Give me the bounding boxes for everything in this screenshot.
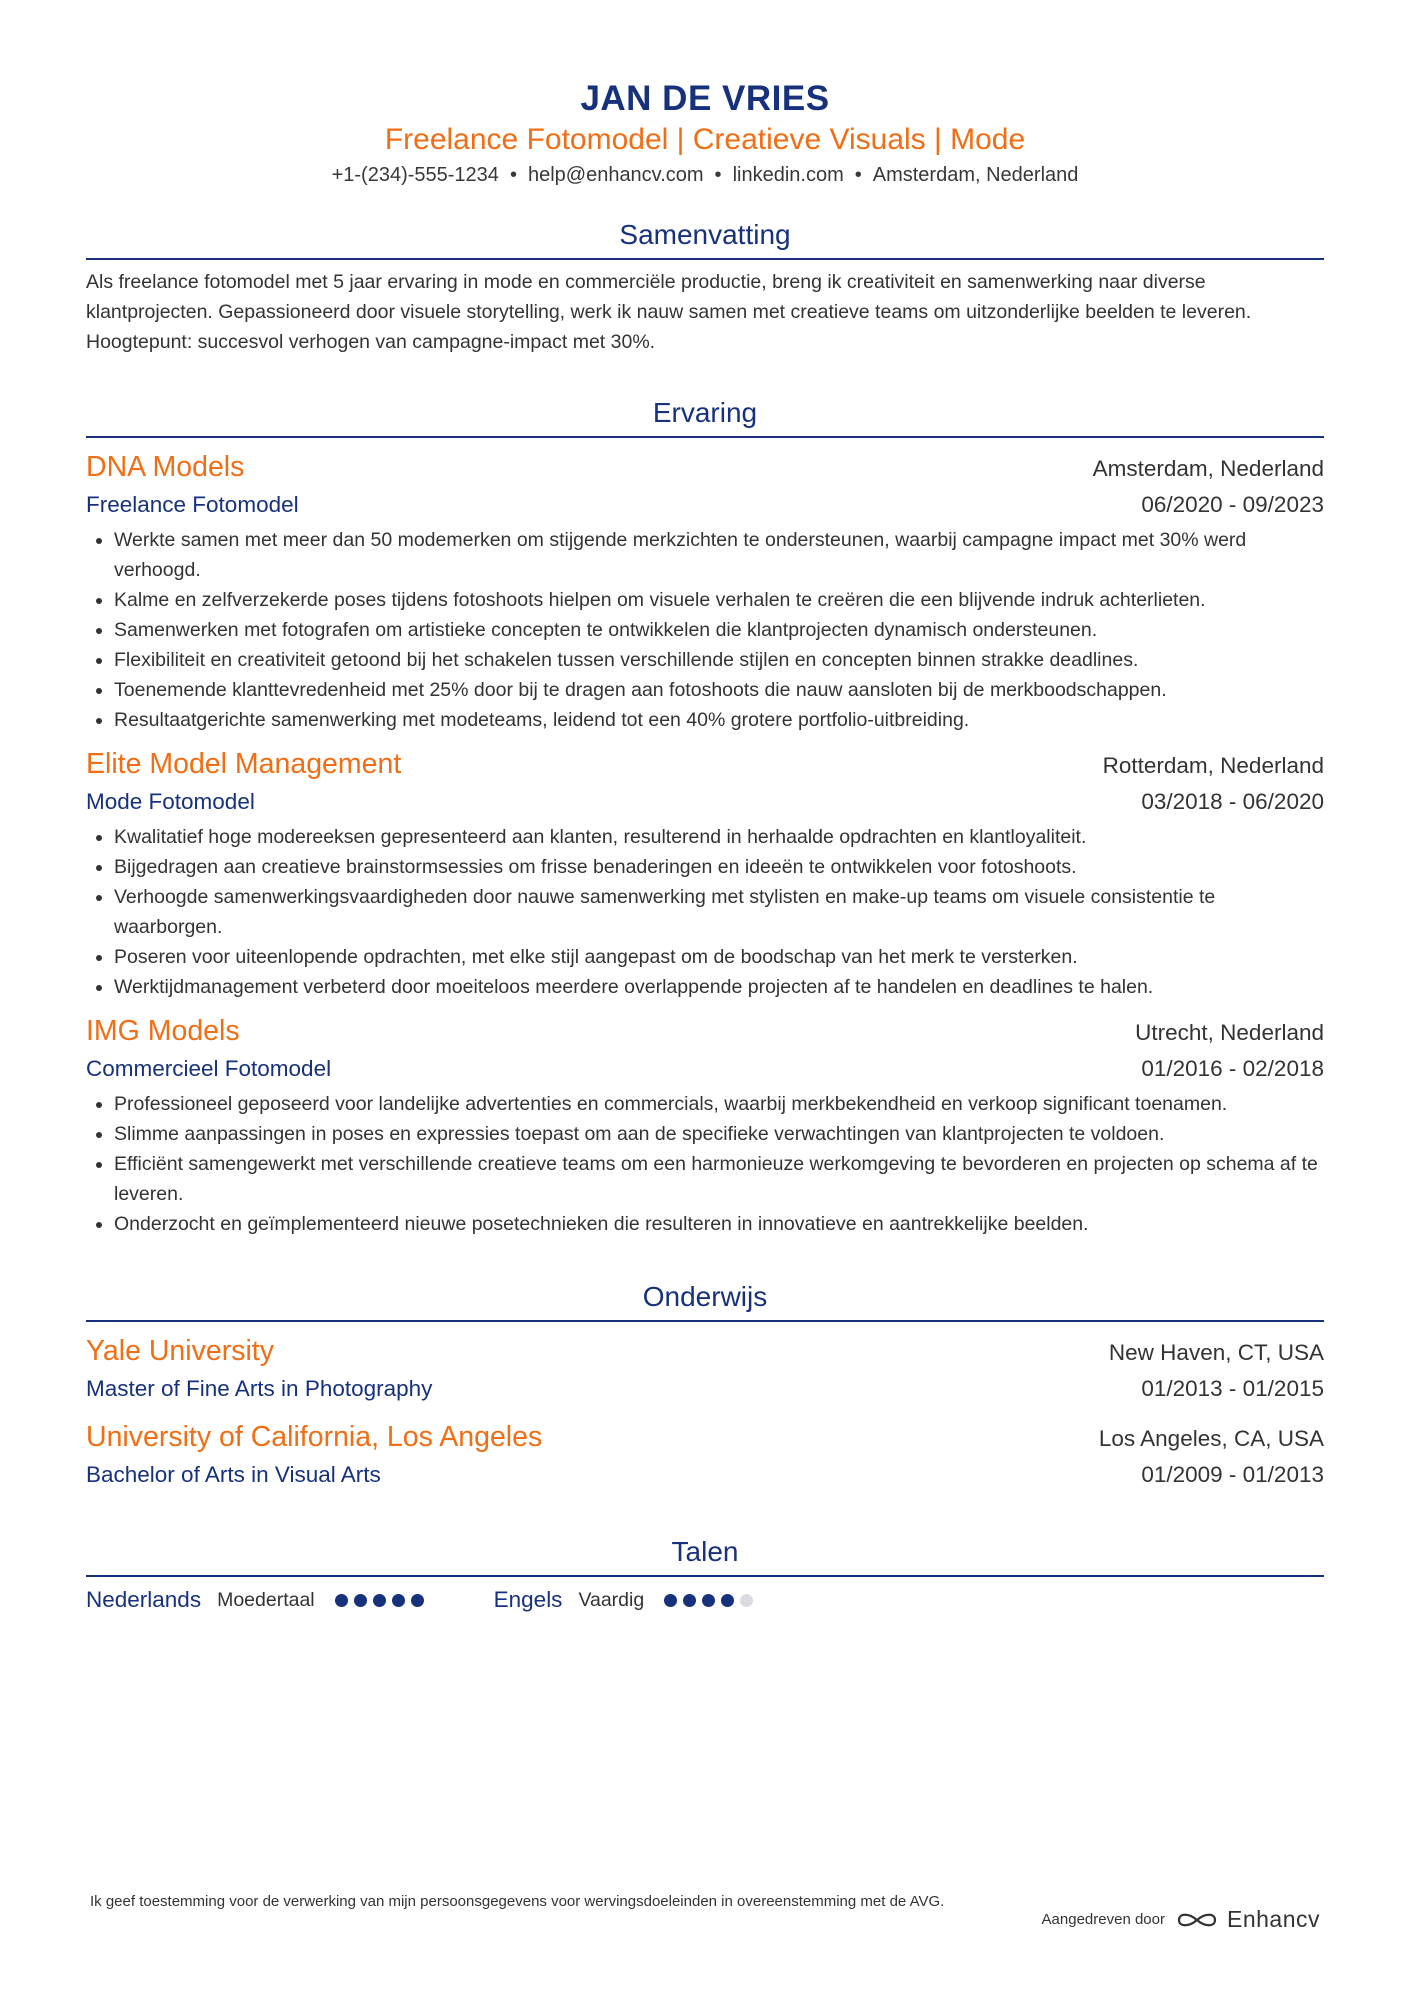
achievement-item: • Werkte samen met meer dan 50 modemerken om stijgende merkzichten te ondersteunen, waarbij campagne impact met 30% werd verhoogd.	[114, 525, 1324, 585]
entry-subheader-row	[86, 486, 1324, 524]
entry-subheader-row	[86, 783, 1324, 821]
experience-entry	[86, 448, 1324, 735]
entry-subheader-row	[86, 1456, 1324, 1494]
school-name: University of California, Los Angeles	[86, 1421, 543, 1453]
achievement-item: • Werktijdmanagement verbeterd door moeiteloos meerdere overlappende projecten af te handelen en deadlines te halen.	[114, 972, 1324, 1002]
language-item	[86, 1587, 430, 1613]
rating-dot-filled	[664, 1594, 677, 1607]
job-location: Rotterdam, Nederland	[1102, 753, 1324, 778]
education-entry	[86, 1418, 1324, 1494]
section-title-languages: Talen	[86, 1532, 1324, 1577]
school-name: Yale University	[86, 1335, 274, 1367]
contact-line	[0, 161, 1410, 189]
summary-section	[86, 215, 1324, 357]
achievement-item: • Poseren voor uiteenlopende opdrachten, met elke stijl aangepast om de boodschap van het merk te versterken.	[114, 942, 1324, 972]
entry-header-row	[86, 448, 1324, 486]
company-name: DNA Models	[86, 451, 245, 483]
job-location: Utrecht, Nederland	[1135, 1020, 1324, 1045]
degree: Bachelor of Arts in Visual Arts	[86, 1462, 381, 1487]
achievement-item: • Toenemende klanttevredenheid met 25% door bij te dragen aan fotoshoots die nauw aansloten bij de merkboodschappen.	[114, 675, 1324, 705]
education-section	[86, 1277, 1324, 1494]
enhancv-logo-icon	[1175, 1908, 1219, 1932]
job-location: Amsterdam, Nederland	[1092, 456, 1324, 481]
language-rating	[335, 1594, 430, 1607]
achievement-item: • Samenwerken met fotografen om artistieke concepten te ontwikkelen die klantprojecten dynamisch ondersteunen.	[114, 615, 1324, 645]
school-location: New Haven, CT, USA	[1108, 1340, 1324, 1365]
footer	[90, 1892, 1320, 1933]
rating-dot-filled	[411, 1594, 424, 1607]
experience-entry	[86, 745, 1324, 1002]
job-title: Mode Fotomodel	[86, 789, 255, 814]
powered-by-label: Aangedreven door	[1041, 1911, 1165, 1928]
achievement-item: • Slimme aanpassingen in poses en expressies toepast om aan de specifieke verwachtingen van klantprojecten te voldoen.	[114, 1119, 1324, 1149]
rating-dot-filled	[702, 1594, 715, 1607]
achievement-item: • Resultaatgerichte samenwerking met modeteams, leidend tot een 40% grotere portfolio-uitbreiding.	[114, 705, 1324, 735]
email-link[interactable]: help@enhancv.com	[527, 164, 704, 186]
job-title: Commercieel Fotomodel	[86, 1056, 332, 1081]
achievement-item: • Professioneel geposeerd voor landelijke advertenties en commercials, waarbij merkbekendheid en verkoop significant toenamen.	[114, 1089, 1324, 1119]
separator-dot: •	[854, 164, 862, 186]
company-name: Elite Model Management	[86, 748, 402, 780]
company-name: IMG Models	[86, 1015, 240, 1047]
resume-header	[0, 0, 1410, 189]
achievement-item: • Efficiënt samengewerkt met verschillende creatieve teams om een harmonieuze werkomgeving te bevorderen en projecten op schema af te leveren.	[114, 1149, 1324, 1209]
rating-dot-filled	[683, 1594, 696, 1607]
education-entry	[86, 1332, 1324, 1408]
enhancv-brand[interactable]: Enhancv	[1226, 1906, 1320, 1932]
school-location: Los Angeles, CA, USA	[1098, 1426, 1324, 1451]
language-level: Vaardig	[578, 1588, 645, 1611]
languages-list	[86, 1587, 1324, 1613]
rating-dot-filled	[354, 1594, 367, 1607]
languages-section	[86, 1532, 1324, 1613]
education-dates: 01/2009 - 01/2013	[1141, 1462, 1324, 1487]
achievement-list	[86, 822, 1324, 1002]
entry-header-row	[86, 745, 1324, 783]
achievement-list	[86, 1089, 1324, 1239]
location: Amsterdam, Nederland	[872, 164, 1079, 186]
gdpr-consent: Ik geef toestemming voor de verwerking van mijn persoonsgegevens voor wervingsdoeleinden in overeenstemming met de AVG.	[90, 1893, 945, 1910]
achievement-item: • Bijgedragen aan creatieve brainstormsessies om frisse benaderingen en ideeën te ontwikkelen voor fotoshoots.	[114, 852, 1324, 882]
rating-dot-filled	[335, 1594, 348, 1607]
entry-subheader-row	[86, 1050, 1324, 1088]
rating-dot-empty	[740, 1594, 753, 1607]
entry-header-row	[86, 1418, 1324, 1456]
section-title-summary: Samenvatting	[86, 215, 1324, 260]
education-list	[86, 1332, 1324, 1494]
entry-header-row	[86, 1332, 1324, 1370]
section-title-education: Onderwijs	[86, 1277, 1324, 1322]
achievement-list	[86, 525, 1324, 735]
experience-entry	[86, 1012, 1324, 1239]
experience-section	[86, 393, 1324, 1239]
linkedin-link[interactable]: linkedin.com	[732, 164, 844, 186]
language-item	[494, 1587, 760, 1613]
job-title: Freelance Fotomodel	[86, 492, 299, 517]
phone: +1-(234)-555-1234	[331, 164, 499, 186]
job-dates: 03/2018 - 06/2020	[1141, 789, 1324, 814]
achievement-item: • Verhoogde samenwerkingsvaardigheden door nauwe samenwerking met stylisten en make-up teams om visuele consistentie te waarborgen.	[114, 882, 1324, 942]
entry-subheader-row	[86, 1370, 1324, 1408]
rating-dot-filled	[392, 1594, 405, 1607]
section-title-experience: Ervaring	[86, 393, 1324, 438]
language-name: Engels	[493, 1587, 563, 1612]
language-level: Moedertaal	[217, 1588, 315, 1611]
entry-header-row	[86, 1012, 1324, 1050]
candidate-headline: Freelance Fotomodel | Creatieve Visuals | Mode	[384, 123, 1026, 156]
candidate-name: JAN DE VRIES	[580, 79, 830, 118]
separator-dot: •	[509, 164, 517, 186]
summary-text: Als freelance fotomodel met 5 jaar ervaring in mode en commerciële productie, breng ik creativiteit en samenwerking naar diverse klantprojecten. Gepassioneerd door visuele storytelling, werk ik nauw samen met creatieve teams om uitzonderlijke beelden te leveren. Hoogtepunt: succesvol verhogen van campagne-impact met 30%.	[86, 271, 1252, 353]
rating-dot-filled	[721, 1594, 734, 1607]
separator-dot: •	[714, 164, 722, 186]
experience-list	[86, 448, 1324, 1239]
job-dates: 01/2016 - 02/2018	[1141, 1056, 1324, 1081]
degree: Master of Fine Arts in Photography	[86, 1376, 433, 1401]
job-dates: 06/2020 - 09/2023	[1141, 492, 1324, 517]
achievement-item: • Kwalitatief hoge modereeksen gepresenteerd aan klanten, resulterend in herhaalde opdrachten en klantloyaliteit.	[114, 822, 1324, 852]
language-rating	[664, 1594, 759, 1607]
education-dates: 01/2013 - 01/2015	[1141, 1376, 1324, 1401]
language-name: Nederlands	[86, 1587, 202, 1612]
rating-dot-filled	[373, 1594, 386, 1607]
achievement-item: • Kalme en zelfverzekerde poses tijdens fotoshoots hielpen om visuele verhalen te creëren die een blijvende indruk achterlieten.	[114, 585, 1324, 615]
achievement-item: • Flexibiliteit en creativiteit getoond bij het schakelen tussen verschillende stijlen en concepten binnen strakke deadlines.	[114, 645, 1324, 675]
achievement-item: • Onderzocht en geïmplementeerd nieuwe posetechnieken die resulteren in innovatieve en aantrekkelijke beelden.	[114, 1209, 1324, 1239]
powered-by	[1042, 1906, 1320, 1933]
